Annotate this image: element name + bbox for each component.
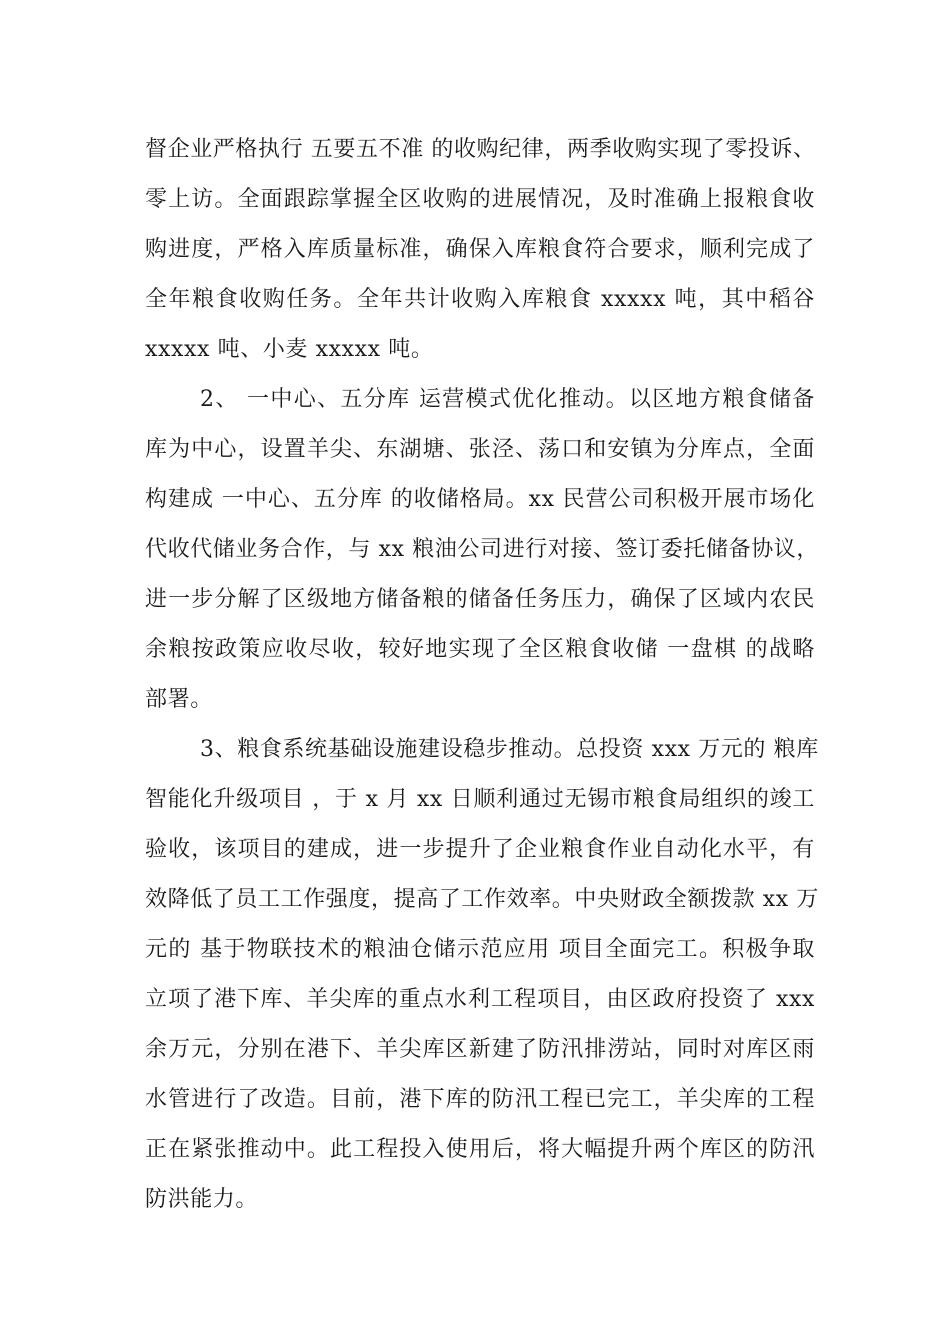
paragraph-3-line-10: 防洪能力。 xyxy=(145,1187,259,1212)
paragraph-2-line-3: 构建成 一中心、五分库 的收储格局。xx 民营公司积极开展市场化 xyxy=(145,487,815,512)
paragraph-1-line-5: xxxxx 吨、小麦 xxxxx 吨。 xyxy=(145,337,434,362)
paragraph-1-line-3: 购进度，严格入库质量标准，确保入库粮食符合要求，顺利完成了 xyxy=(145,237,815,262)
paragraph-2-line-7: 部署。 xyxy=(145,687,213,712)
paragraph-3-line-7: 余万元，分别在港下、羊尖库区新建了防汛排涝站，同时对库区雨 xyxy=(145,1037,815,1062)
paragraph-2-line-6: 余粮按政策应收尽收，较好地实现了全区粮食收储 一盘棋 的战略 xyxy=(145,637,815,662)
paragraph-1-line-4: 全年粮食收购任务。全年共计收购入库粮食 xxxxx 吨，其中稻谷 xyxy=(145,287,815,312)
paragraph-2-line-4: 代收代储业务合作，与 xx 粮油公司进行对接、签订委托储备协议， xyxy=(145,537,820,562)
paragraph-1-line-1: 督企业严格执行 五要五不准 的收购纪律，两季收购实现了零投诉、 xyxy=(145,137,816,162)
paragraph-3-line-5: 元的 基于物联技术的粮油仓储示范应用 项目全面完工。积极争取 xyxy=(145,937,815,962)
paragraph-3-line-6: 立项了港下库、羊尖库的重点水利工程项目，由区政府投资了 xxx xyxy=(145,987,815,1012)
paragraph-2-line-1: 2、 一中心、五分库 运营模式优化推动。以区地方粮食储备 xyxy=(200,387,815,412)
paragraph-2-line-2: 库为中心，设置羊尖、东湖塘、张泾、荡口和安镇为分库点，全面 xyxy=(145,437,815,462)
paragraph-3-line-3: 验收，该项目的建成，进一步提升了企业粮食作业自动化水平，有 xyxy=(145,837,815,862)
paragraph-1-line-2: 零上访。全面跟踪掌握全区收购的进展情况，及时准确上报粮食收 xyxy=(145,187,815,212)
paragraph-3-line-8: 水管进行了改造。目前，港下库的防汛工程已完工，羊尖库的工程 xyxy=(145,1087,815,1112)
paragraph-3-line-2: 智能化升级项目 ，于 x 月 xx 日顺利通过无锡市粮食局组织的竣工 xyxy=(145,787,815,812)
paragraph-3-line-1: 3、粮食系统基础设施建设稳步推动。总投资 xxx 万元的 粮库 xyxy=(200,737,819,762)
paragraph-3-line-9: 正在紧张推动中。此工程投入使用后，将大幅提升两个库区的防汛 xyxy=(145,1137,815,1162)
paragraph-3-line-4: 效降低了员工工作强度，提高了工作效率。中央财政全额拨款 xx 万 xyxy=(145,887,820,912)
paragraph-2-line-5: 进一步分解了区级地方储备粮的储备任务压力，确保了区域内农民 xyxy=(145,587,815,612)
